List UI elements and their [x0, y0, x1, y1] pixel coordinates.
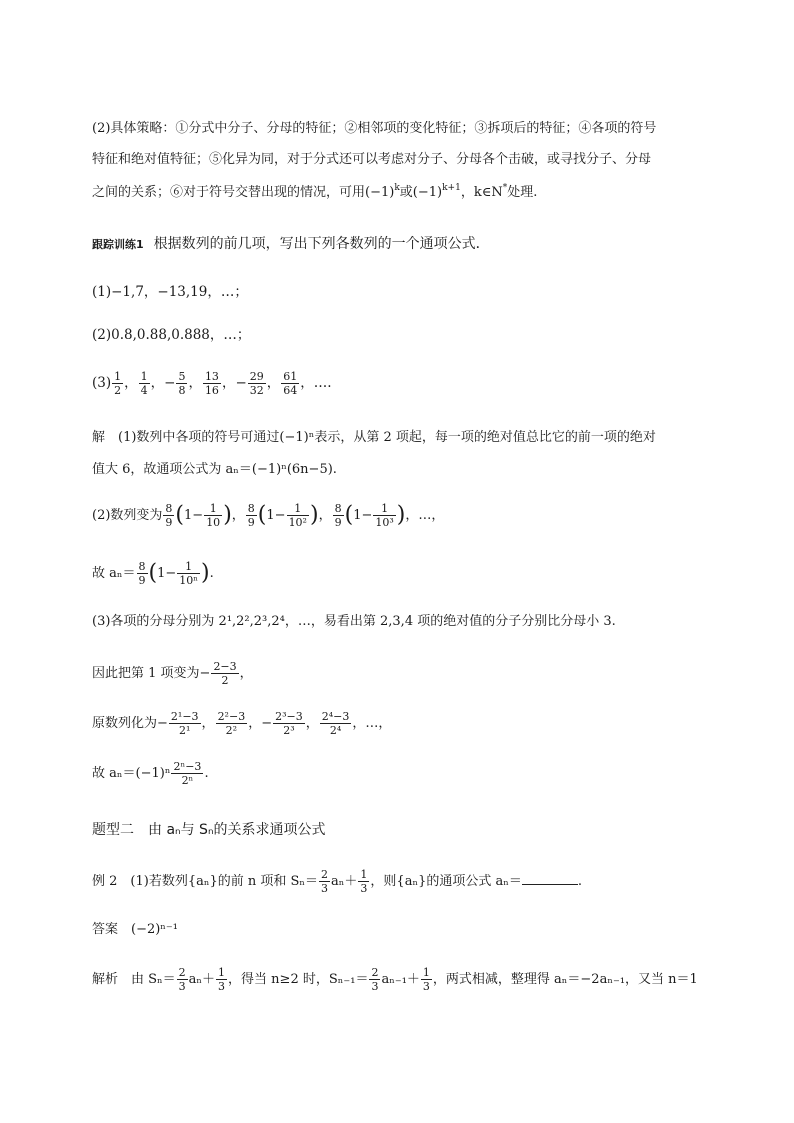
exercise-item-2: (2)0.8,0.88,0.888，…； [92, 327, 251, 343]
fraction-term: $\frac{13}{16}$ [204, 370, 219, 397]
example-2-answer: 答案 (−2)ⁿ⁻¹ [92, 922, 179, 937]
strategy-line-2: 特征和绝对值特征；⑤化异为同，对于分式还可以考虑对分子、分母各个击破，或寻找分子、分母 [92, 152, 652, 167]
fraction-term: $\frac{1}{\text{10²}}$ [288, 502, 307, 529]
fraction-term: $\frac{29}{32}$ [249, 370, 264, 397]
fraction-term: $\frac{5}{8}$ [178, 370, 186, 397]
fraction-term: $\frac{1}{4}$ [140, 370, 148, 397]
exercise-tag: 跟踪训练1 [92, 238, 144, 251]
fraction-term: $\frac{1}{2}$ [114, 370, 122, 397]
strategy-line-3: 之间的关系；⑥对于符号交替出现的情况，可用$(-1)^k$或$(-1)^{k+1}$，k∈N*处理. [92, 183, 538, 200]
fraction-term: $\frac{\text{2²−3}}{\text{2²}}$ [217, 710, 246, 737]
solution-1-line-2: 值大 6，故通项公式为 aₙ＝(−1)ⁿ(6n−5). [92, 462, 337, 477]
fraction-term: $\frac{8}{9}$ [247, 502, 255, 529]
answer-blank [522, 870, 578, 885]
exercise-item-1: (1)−1,7，−13,19，…； [92, 284, 248, 300]
fraction-term: $\frac{8}{9}$ [165, 502, 173, 529]
fraction-term: $\frac{8}{9}$ [334, 502, 342, 529]
exercise-heading: 跟踪训练1 根据数列的前几项，写出下列各数列的一个通项公式． [92, 236, 490, 252]
section-heading-type2: 题型二 由 aₙ与 Sₙ的关系求通项公式 [92, 822, 326, 838]
solution-3-line: (3)各项的分母分别为 2¹,2²,2³,2⁴，…，易看出第 2,3,4 项的绝对值的分子分别比分母小 3. [92, 614, 616, 629]
solution-1-line-1: 解 (1)数列中各项的符号可通过(−1)ⁿ表示，从第 2 项起，每一项的绝对值总比它的前一项的绝对 [92, 430, 656, 445]
solution-3-rewrite: 原数列化为− $\frac{\text{2¹−3}}{\text{2¹}}$ ， $\frac{\text{2²−3}}{\text{2²}}$ ，− $\frac{\text{2³−3}}{\text{2³}}$ ， $\frac{\text{2⁴−3}}{\text{2⁴}}$ ，…， [92, 710, 392, 737]
solution-3-result: 故 aₙ＝(−1)ⁿ $\frac{\text{2ⁿ−3}}{\text{2ⁿ}}$ . [92, 760, 209, 787]
fraction-term: $\frac{\text{2⁴−3}}{\text{2⁴}}$ [321, 710, 350, 737]
fraction-term: $\frac{1}{10}$ [206, 502, 221, 529]
exercise-item-3: (3) $\frac{1}{2}$ ， $\frac{1}{4}$ ，− $\frac{5}{8}$ ， $\frac{13}{16}$ ，− $\frac{29}{32}$ ， $\frac{61}{64}$ ，…. [92, 370, 332, 397]
fraction-term: $\frac{\text{2³−3}}{\text{2³}}$ [275, 710, 303, 737]
solution-3-first-term: 因此把第 1 项变为− $\frac{2-3}{2}$ ， [92, 660, 253, 687]
fraction-term: $\frac{61}{64}$ [283, 370, 298, 397]
fraction-term: $\frac{1}{\text{10³}}$ [375, 502, 394, 529]
fraction-term: $\frac{\text{2¹−3}}{\text{2¹}}$ [170, 710, 199, 737]
solution-2-result: 故 aₙ＝ $\frac{8}{9}$ (1− $\frac{1}{\text{10ⁿ}}$ ). [92, 560, 214, 587]
solution-2-sequence: (2)数列变为 $\frac{8}{9}$ (1− $\frac{1}{10}$ )， $\frac{8}{9}$ (1− $\frac{1}{\text{10²}}$ )， $\frac{8}{9}$ (1− $\frac{1}{\text{10³}}$ )，…， [92, 502, 445, 529]
example-2-question: 例 2 (1)若数列{aₙ}的前 n 项和 Sₙ＝ $\frac{2}{3}$ aₙ＋ $\frac{1}{3}$ ，则{aₙ}的通项公式 aₙ＝ . [92, 868, 582, 895]
strategy-line-1: (2)具体策略：①分式中分子、分母的特征；②相邻项的变化特征；③拆项后的特征；④各项的符号 [92, 121, 657, 136]
example-2-analysis: 解析 由 Sₙ＝ $\frac{2}{3}$ aₙ＋ $\frac{1}{3}$ ，得当 n≥2 时，Sₙ₋₁＝ $\frac{2}{3}$ aₙ₋₁＋ $\frac{1}{3}$ ，两式相减，整理得 aₙ＝−2aₙ₋₁，又当 n＝1 [92, 966, 698, 993]
